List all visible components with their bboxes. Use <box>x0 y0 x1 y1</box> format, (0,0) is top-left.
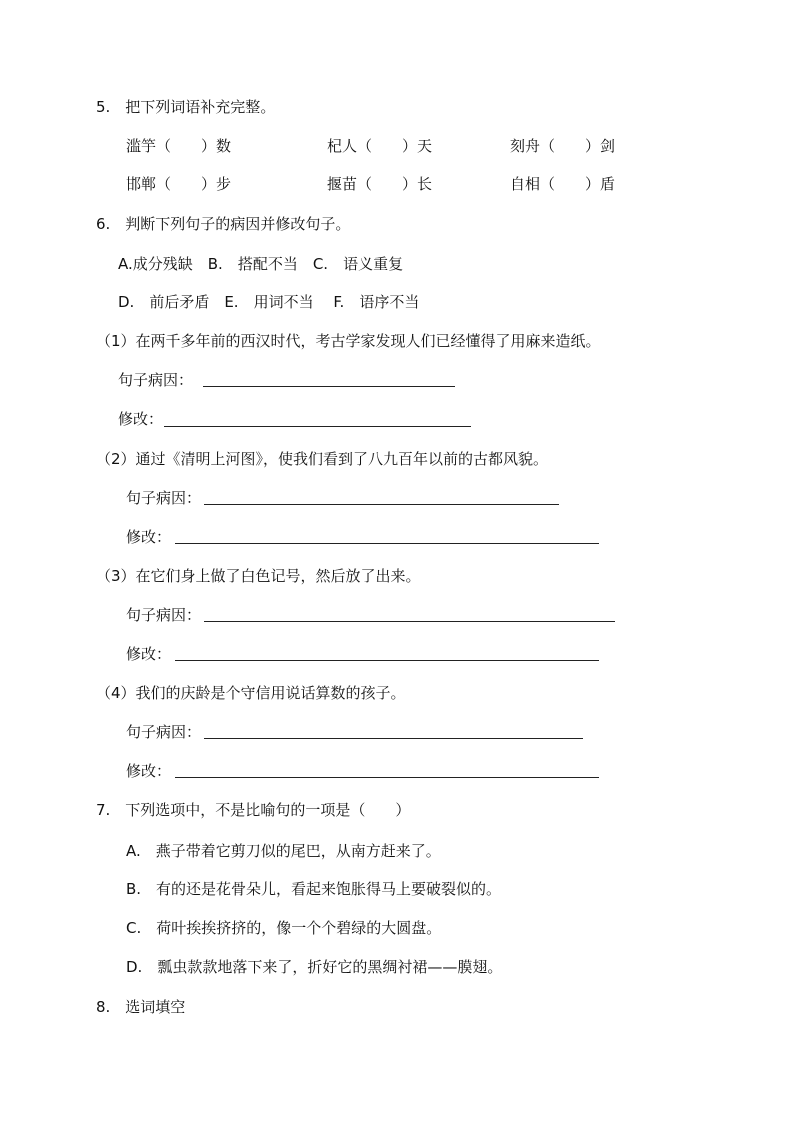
idiom-blank-3: 刻舟（ ）剑 <box>510 137 616 155</box>
q6-reason-label-2: 句子病因： <box>126 489 202 507</box>
q6-reason-answer-line-1[interactable] <box>203 386 455 387</box>
q6-fix-label-3: 修改： <box>126 645 172 663</box>
q7-option-a: A. 燕子带着它剪刀似的尾巴，从南方赶来了。 <box>126 842 441 860</box>
q6-fix-label-1: 修改： <box>118 410 164 428</box>
q6-options-line1: A.成分残缺 B. 搭配不当 C. 语义重复 <box>118 255 404 273</box>
q6-sentence-1: （1）在两千多年前的西汉时代，考古学家发现人们已经懂得了用麻来造纸。 <box>96 332 601 350</box>
idiom-blank-5: 揠苗（ ）长 <box>327 175 433 193</box>
idiom-blank-2: 杞人（ ）天 <box>327 137 433 155</box>
q7-title: 7. 下列选项中，不是比喻句的一项是（ ） <box>96 801 411 819</box>
q6-options-line2: D. 前后矛盾 E. 用词不当 F. 语序不当 <box>118 293 420 311</box>
idiom-blank-6: 自相（ ）盾 <box>510 175 616 193</box>
q7-option-c: C. 荷叶挨挨挤挤的，像一个个碧绿的大圆盘。 <box>126 919 442 937</box>
q6-fix-answer-line-2[interactable] <box>175 543 599 544</box>
q6-title: 6. 判断下列句子的病因并修改句子。 <box>96 215 351 233</box>
q6-fix-label-2: 修改： <box>126 528 172 546</box>
q6-sentence-2: （2）通过《清明上河图》，使我们看到了八九百年以前的古都风貌。 <box>96 450 549 468</box>
idiom-blank-4: 邯郸（ ）步 <box>126 175 232 193</box>
q6-fix-answer-line-1[interactable] <box>164 426 471 427</box>
q6-sentence-3: （3）在它们身上做了白色记号，然后放了出来。 <box>96 567 421 585</box>
q6-reason-label-1: 句子病因： <box>118 371 194 389</box>
q6-sentence-4: （4）我们的庆龄是个守信用说话算数的孩子。 <box>96 684 406 702</box>
q6-fix-label-4: 修改： <box>126 762 172 780</box>
q6-reason-answer-line-3[interactable] <box>204 621 615 622</box>
idiom-blank-1: 滥竽（ ）数 <box>126 137 232 155</box>
q8-title: 8. 选词填空 <box>96 998 186 1016</box>
q7-option-b: B. 有的还是花骨朵儿，看起来饱胀得马上要破裂似的。 <box>126 880 502 898</box>
q6-reason-answer-line-2[interactable] <box>204 504 559 505</box>
q7-option-d: D. 瓢虫款款地落下来了，折好它的黑绸衬裙——膜翅。 <box>126 958 503 976</box>
q6-fix-answer-line-3[interactable] <box>175 660 599 661</box>
q6-reason-label-4: 句子病因： <box>126 723 202 741</box>
q6-reason-label-3: 句子病因： <box>126 606 202 624</box>
q5-title: 5. 把下列词语补充完整。 <box>96 98 276 116</box>
q6-reason-answer-line-4[interactable] <box>204 738 583 739</box>
q6-fix-answer-line-4[interactable] <box>175 777 599 778</box>
